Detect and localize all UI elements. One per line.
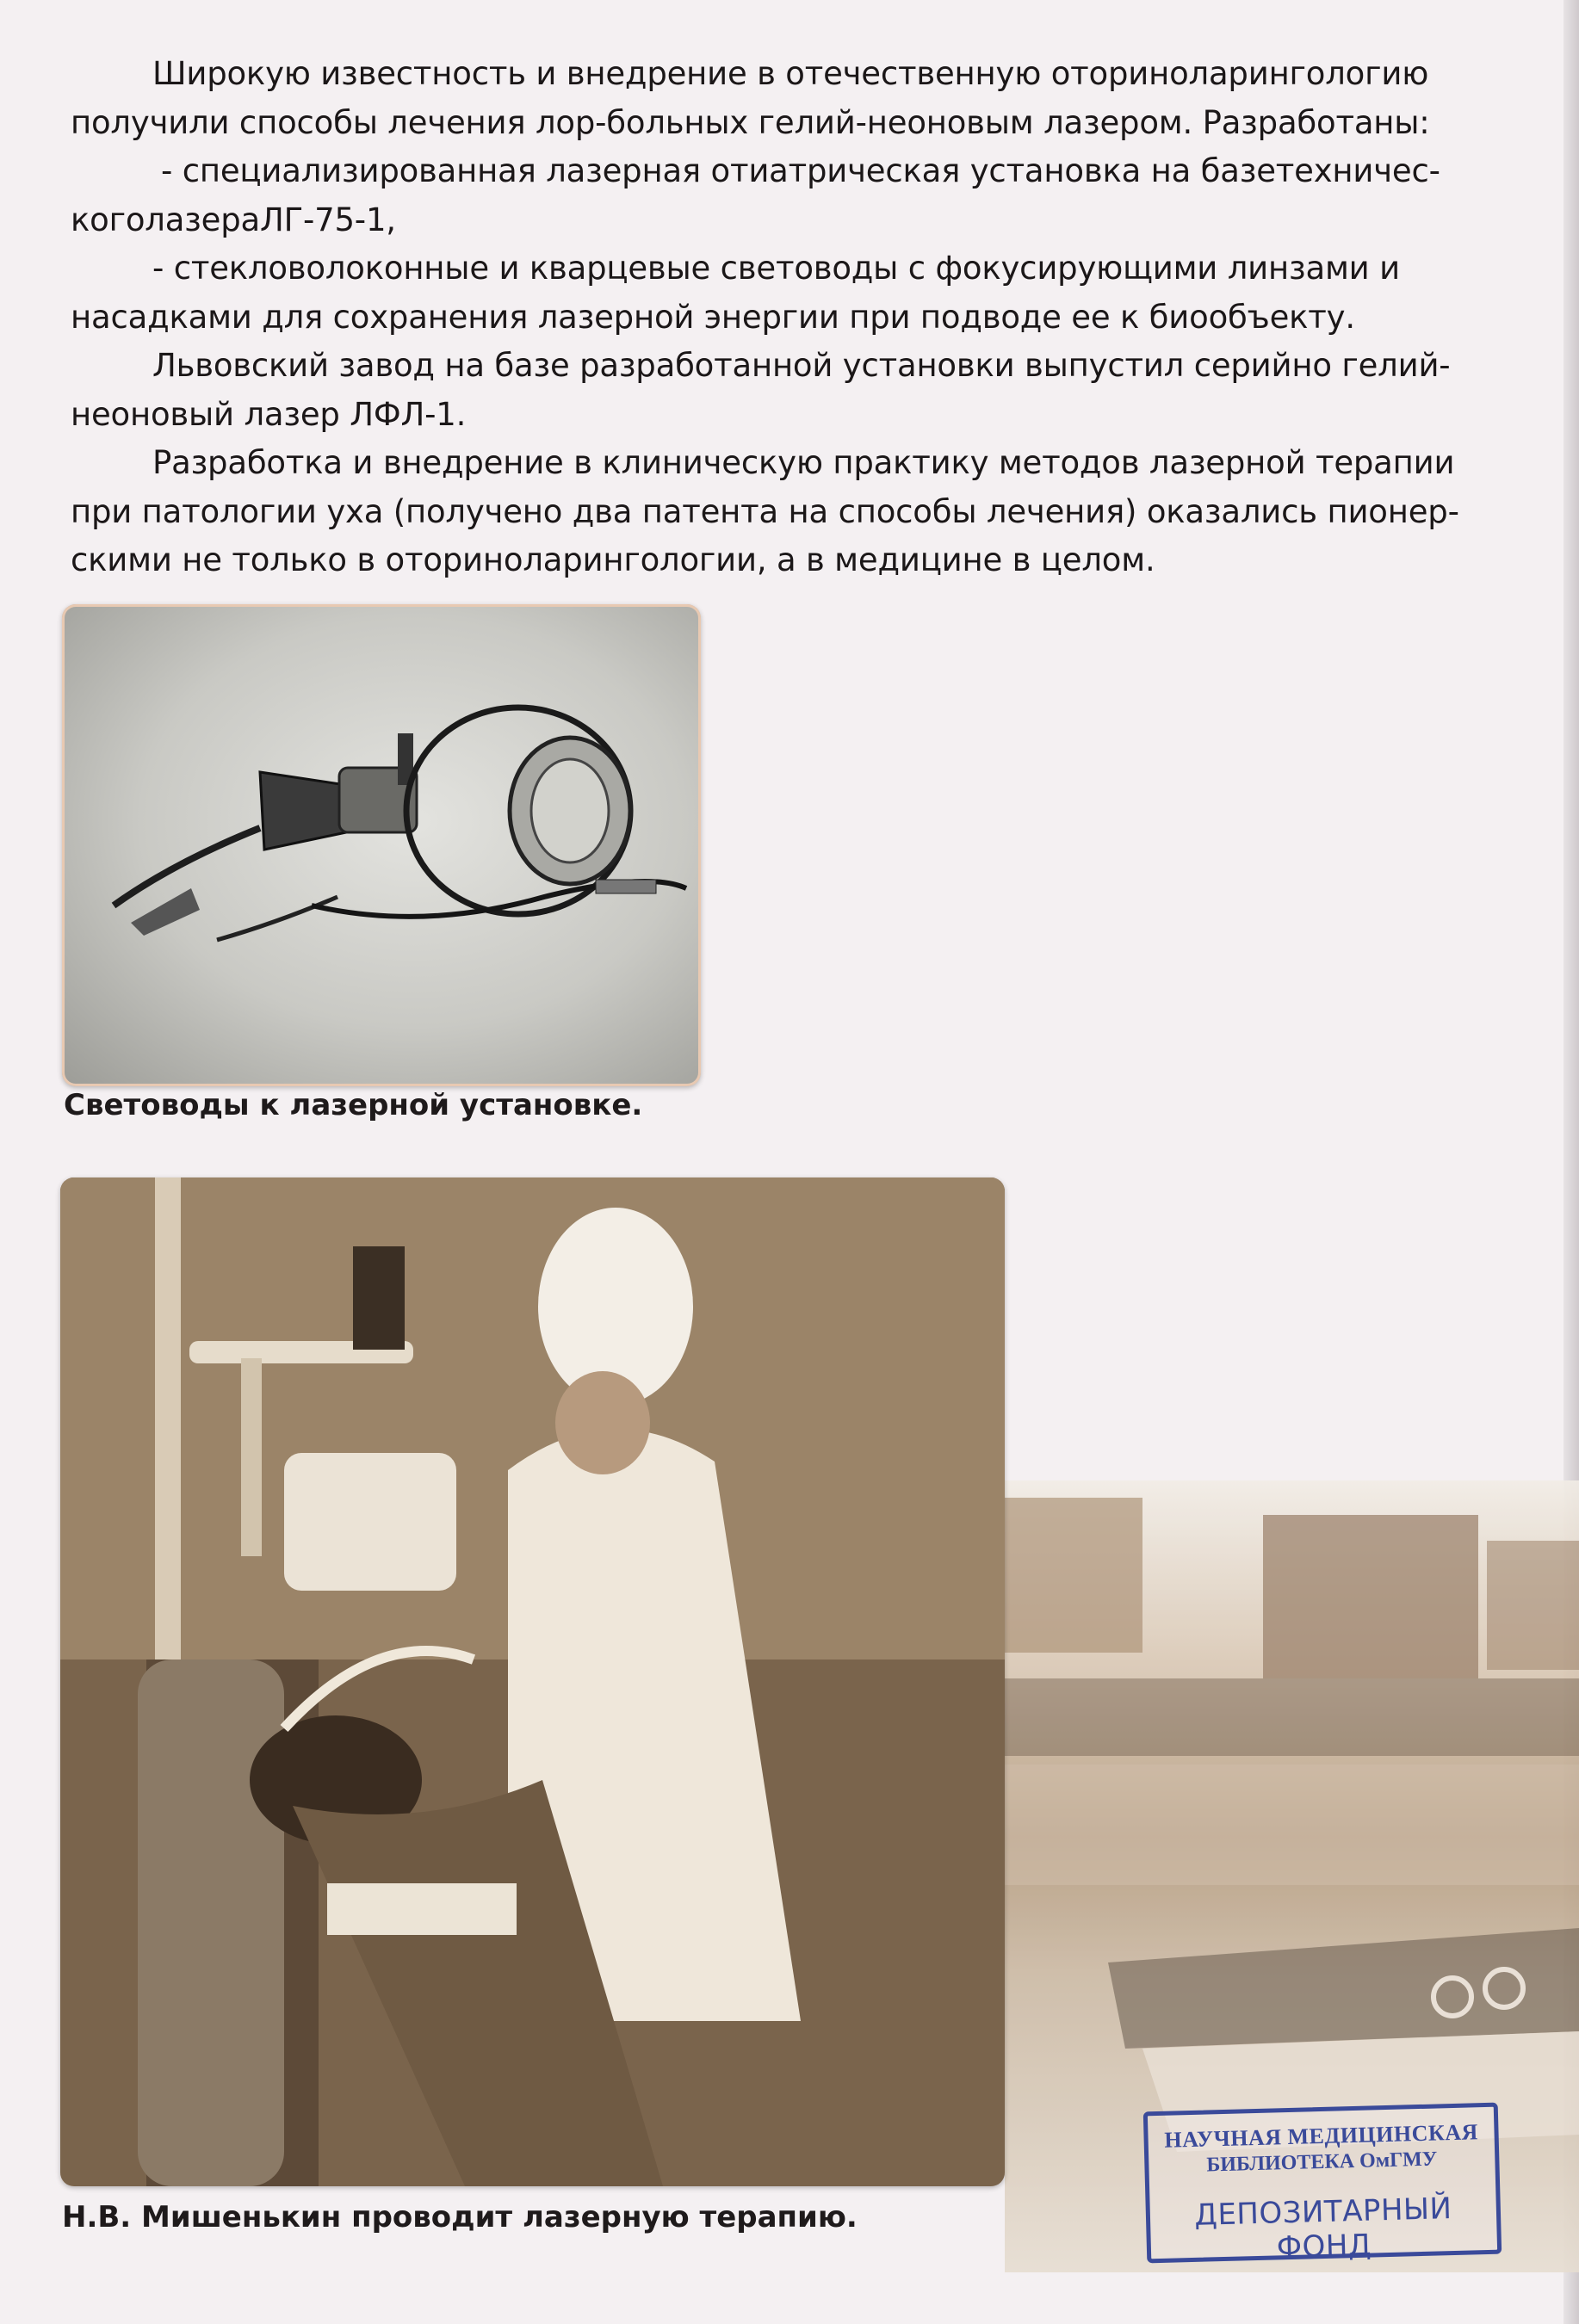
paragraph-5 xyxy=(71,439,1517,585)
paragraph-1 xyxy=(71,50,1517,147)
paragraph-2 xyxy=(71,147,1517,244)
paragraph-3 xyxy=(71,244,1517,342)
body-text xyxy=(71,50,1517,585)
stamp-line-3: ДЕПОЗИТАРНЫЙ ФОНД xyxy=(1193,2191,1452,2265)
laser-therapy-photo xyxy=(60,1177,1005,2186)
text-line: получили способы лечения лор-больных гелий-неоновым лазером. Разработаны: xyxy=(71,103,1430,141)
text-line: Разработка и внедрение в клиническую практику методов лазерной терапии xyxy=(152,444,1455,481)
library-stamp xyxy=(1143,2103,1502,2264)
stamp-line-2: БИБЛИОТЕКА ОмГМУ xyxy=(1206,2148,1438,2177)
light-guides-illustration xyxy=(62,604,701,1086)
light-guides-photo xyxy=(62,604,701,1086)
text-line: - стекловолоконные и кварцевые световоды с фокусирующими линзами и xyxy=(152,250,1400,287)
text-line: при патологии уха (получено два патента на способы лечения) оказались пионер- xyxy=(71,492,1459,530)
text-line: неоновый лазер ЛФЛ-1. xyxy=(71,395,467,433)
paragraph-4 xyxy=(71,342,1517,439)
text-line: коголазераЛГ-75-1, xyxy=(71,201,396,238)
stamp-line-1: НАУЧНАЯ МЕДИЦИНСКАЯ xyxy=(1164,2119,1479,2153)
text-line: Львовский завод на базе разработанной установки выпустил серийно гелий- xyxy=(152,347,1451,384)
laser-therapy-illustration xyxy=(60,1177,1005,2186)
text-line: насадками для сохранения лазерной энергии при подводе ее к биообъекту. xyxy=(71,298,1355,336)
text-line: скими не только в оториноларингологии, а в медицине в целом. xyxy=(71,541,1155,578)
text-line: - специализированная лазерная отиатрическая установка на базетехничес- xyxy=(161,152,1440,189)
text-line: Широкую известность и внедрение в отечественную оториноларингологию xyxy=(152,55,1429,92)
photo2-caption: Н.В. Мишенькин проводит лазерную терапию. xyxy=(62,2200,858,2234)
photo1-caption: Световоды к лазерной установке. xyxy=(64,1088,643,1122)
